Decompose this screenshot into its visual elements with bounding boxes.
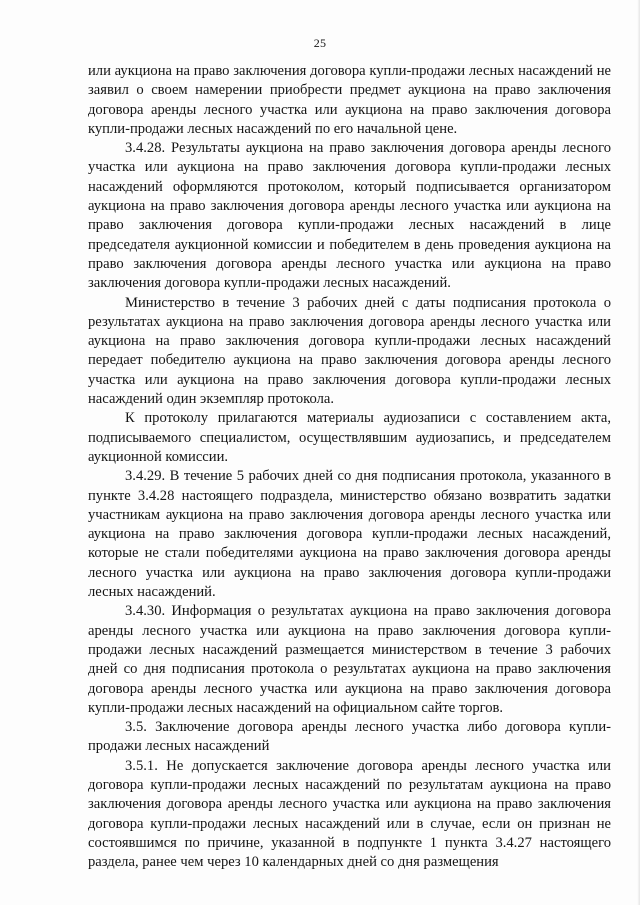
section-heading-3-5: 3.5. Заключение договора аренды лесного участка либо договора купли-продажи лесных насаждений [88, 719, 611, 755]
paragraph-ministry-protocol: Министерство в течение 3 рабочих дней с даты подписания протокола о результатах аукциона на право заключения договора аренды лесного участка или аукциона на право заключения договора купли-продажи лесных насаждений передает победителю аукциона на право заключения договора аренды лесного участка или аукциона на право заключения договора купли-продажи лесных насаждений один экземпляр протокола. [88, 294, 611, 408]
page-number: 25 [313, 36, 327, 50]
paragraph-audio-records: К протоколу прилагаются материалы аудиозаписи с составлением акта, подписываемого специалистом, осуществлявшим аудиозапись, и председателем аукционной комиссии. [88, 410, 611, 465]
paragraph-3-4-28: 3.4.28. Результаты аукциона на право заключения договора аренды лесного участка или аукциона на право заключения договора купли-продажи лесных насаждений оформляются протоколом, который подписывается организатором аукциона на право заключения договора аренды лесного участка или аукциона на право заключения договора купли-продажи лесных насаждений в лице председателя аукционной комиссии и победителем в день проведения аукциона на право заключения договора аренды лесного участка или аукциона на право заключения договора купли-продажи лесных насаждений. [88, 140, 611, 292]
paragraph-continuation: или аукциона на право заключения договора купли-продажи лесных насаждений не заявил о своем намерении приобрести предмет аукциона на право заключения договора аренды лесного участка или аукциона на право заключения договора купли-продажи лесных насаждений по его начальной цене. [88, 63, 611, 137]
document-body [88, 62, 611, 872]
paragraph-3-4-30: 3.4.30. Информация о результатах аукциона на право заключения договора аренды лесного участка или аукциона на право заключения договора купли-продажи лесных насаждений размещается министерством в течение 3 рабочих дней со дня подписания протокола о результатах аукциона на право заключения договора аренды лесного участка или аукциона на право заключения договора купли-продажи лесных насаждений на официальном сайте торгов. [88, 603, 611, 716]
paragraph-3-4-29: 3.4.29. В течение 5 рабочих дней со дня подписания протокола, указанного в пункте 3.4.28 настоящего подраздела, министерство обязано возвратить задатки участникам аукциона на право заключения договора аренды лесного участка или аукциона на право заключения договора купли-продажи лесных насаждений, которые не стали победителями аукциона на право заключения договора аренды лесного участка или аукциона на право заключения договора купли-продажи лесных насаждений. [88, 468, 611, 601]
paragraph-3-5-1: 3.5.1. Не допускается заключение договора аренды лесного участка или договора купли-продажи лесных насаждений по результатам аукциона на право заключения договора аренды лесного участка или аукциона на право заключения договора купли-продажи лесных насаждений или в случае, если он признан не состоявшимся по причине, указанной в подпункте 1 пункта 3.4.27 настоящего раздела, ранее чем через 10 календарных дней со дня размещения [88, 757, 611, 871]
